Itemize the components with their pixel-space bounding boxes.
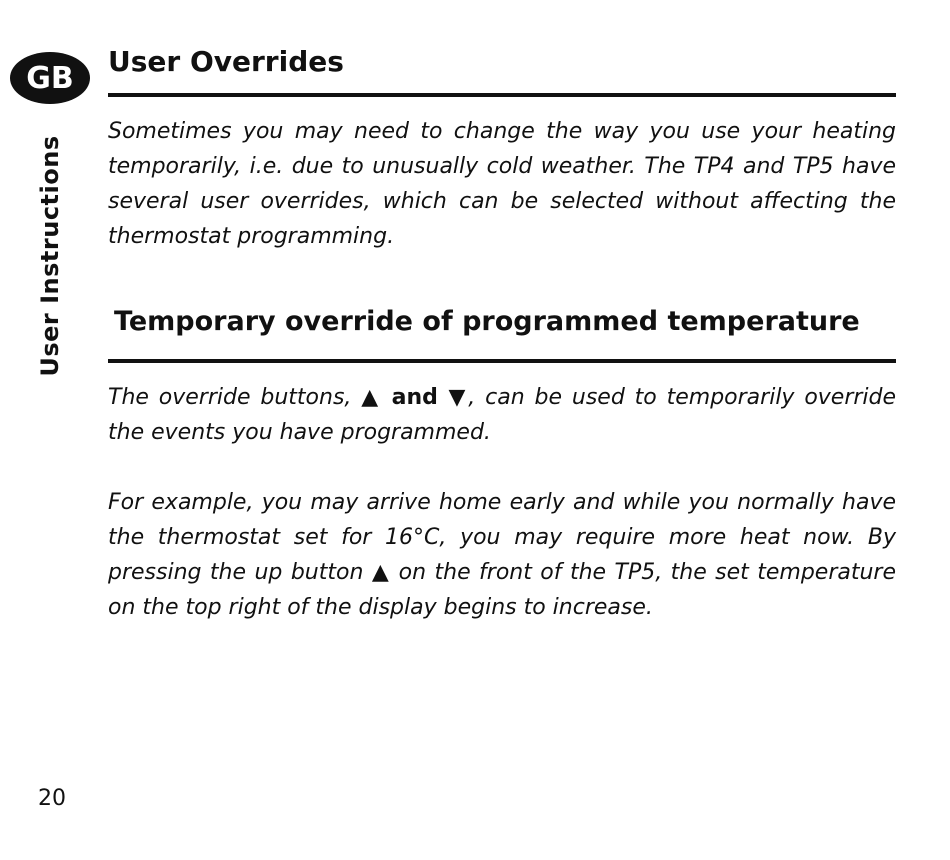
override-paragraph [108,380,896,450]
override-text-end: , can be used to temporarily override the events you have programmed. [108,385,897,445]
language-badge: GB [10,52,90,104]
up-arrow-icon: ▲ [361,385,382,410]
section-title: User Overrides [108,45,344,78]
side-section-label: User Instructions [36,135,64,377]
example-text-start: For example, you may arrive home early and while you normally have the thermostat set for 16°C, you may require more heat now. By pressing the up button [108,490,896,585]
subsection-divider [108,359,896,363]
override-text-start: The override buttons, [108,385,362,410]
section-divider [108,93,896,97]
example-text-end: on the front of the TP5, the set temperature on the top right of the display begins to increase. [108,560,897,620]
and-word: and [381,385,449,410]
subsection-title: Temporary override of programmed temperature [114,306,860,337]
down-arrow-icon: ▼ [448,385,469,410]
example-paragraph [108,485,896,625]
up-arrow-icon: ▲ [371,560,391,585]
page-number: 20 [38,786,66,811]
intro-paragraph: Sometimes you may need to change the way you use your heating temporarily, i.e. due to unusually cold weather. The TP4 and TP5 have several user overrides, which can be selected without affecting the thermostat programming. [108,119,896,249]
